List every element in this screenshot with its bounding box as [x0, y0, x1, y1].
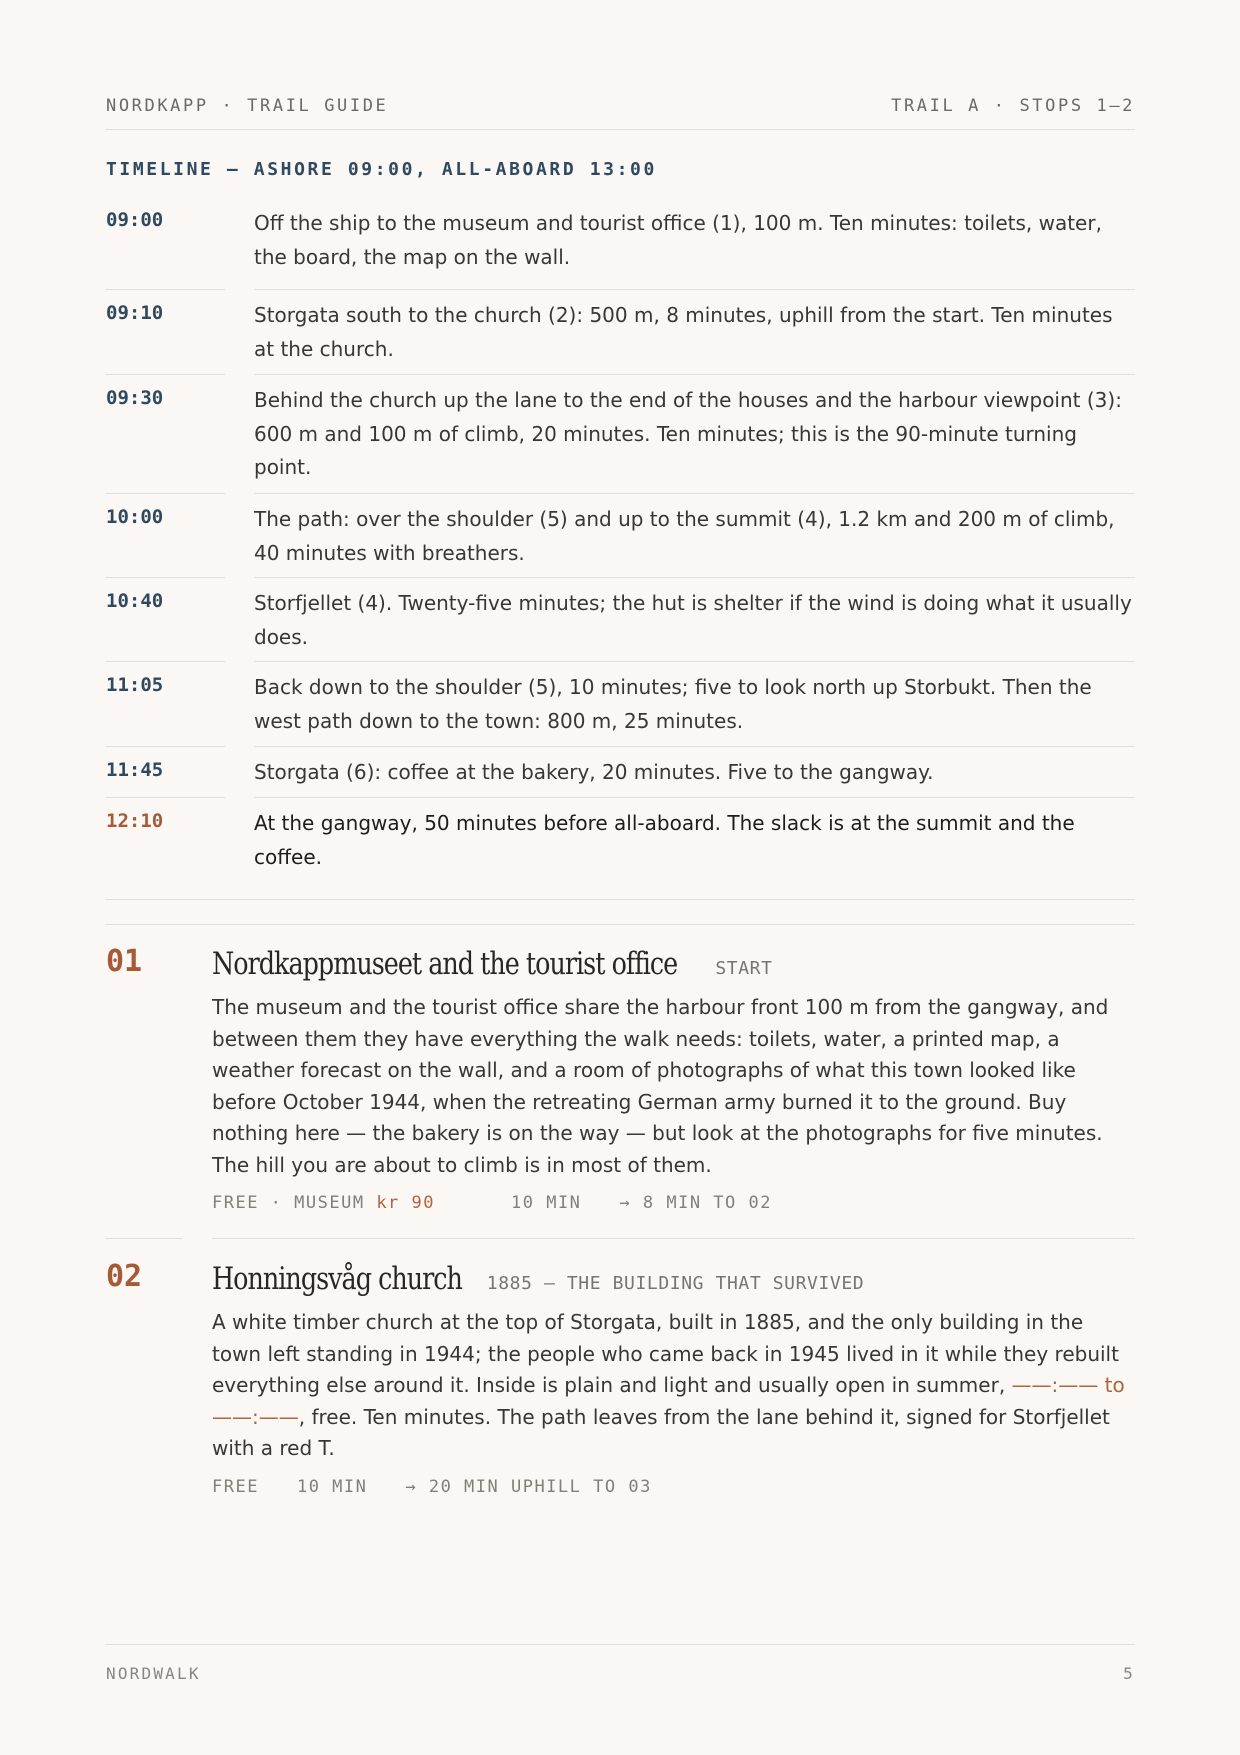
timeline-text: At the gangway, 50 minutes before all-aboard. The slack is at the summit and the coffee. [254, 811, 1075, 869]
stop-divider-right [212, 1238, 1135, 1239]
next-stop: → 8 MIN TO 02 [619, 1193, 772, 1213]
timeline-time: 09:00 [106, 209, 164, 231]
timeline-row [106, 375, 1135, 494]
stop-tag: START [715, 958, 773, 979]
timeline-time: 10:40 [106, 590, 164, 612]
stop-title: Honningsvåg church [212, 1261, 462, 1297]
timeline-text: The path: over the shoulder (5) and up to the summit (4), 1.2 km and 200 m of climb, 40 minutes with breathers. [254, 507, 1115, 565]
timeline-time: 09:30 [106, 387, 164, 409]
fee-price: kr 90 [376, 1193, 435, 1213]
stop-number: 01 [106, 944, 143, 979]
timeline-row [106, 494, 1135, 578]
page-footer [106, 1664, 1135, 1683]
fee-label: FREE [212, 1476, 259, 1497]
timeline-time: 11:05 [106, 674, 164, 696]
description-text: , free. Ten minutes. The path leaves from the lane behind it, signed for Storfjellet with a red T. [212, 1404, 1110, 1460]
description-text: A white timber church at the top of Storgata, built in 1885, and the only building in the town left standing in 1944; the people who came back in 1945 lived in it while they rebuilt everything else around it. Inside is plain and light and usually open in summer, [212, 1310, 1119, 1397]
stop-number: 02 [106, 1259, 143, 1294]
page-number: 5 [1123, 1664, 1135, 1683]
timeline-time: 10:00 [106, 506, 164, 528]
stop-description: The museum and the tourist office share the harbour front 100 m from the gangway, and between them they have everything the walk needs: toilets, water, a printed map, a weather forecast on the wall, and a room of photographs of what this town looked like before October 1944, when the retreating German army burned it to the ground. Buy nothing here — the bakery is on the way — but look at the photographs for five minutes. The hill you are about to climb is in most of them. [212, 995, 1109, 1177]
stop-meta [212, 1477, 1135, 1497]
stop-tag: 1885 — THE BUILDING THAT SURVIVED [486, 1273, 865, 1294]
timeline-row [106, 578, 1135, 662]
timeline-time: 11:45 [106, 759, 164, 781]
timeline-text: Off the ship to the museum and tourist office (1), 100 m. Ten minutes: toilets, water, the board, the map on the wall. [254, 211, 1102, 269]
timeline-time: 12:10 [106, 810, 164, 832]
timeline-text: Back down to the shoulder (5), 10 minutes; five to look north up Storbukt. Then the west path down to the town: 800 m, 25 minutes. [254, 675, 1092, 733]
stop-body [212, 1259, 1135, 1497]
header-right-label: TRAIL A · STOPS 1–2 [891, 96, 1135, 116]
timeline [106, 207, 1135, 882]
fee-label: FREE · MUSEUM [212, 1193, 365, 1213]
stop-body [212, 944, 1135, 1213]
section-divider [106, 924, 1135, 925]
timeline-row [106, 290, 1135, 375]
timeline-time: 09:10 [106, 302, 164, 324]
section-divider [106, 899, 1135, 900]
opening-hours: ——:—— to ——:—— [212, 1373, 1125, 1429]
timeline-row [106, 747, 1135, 798]
footer-brand: NORDWALK [106, 1664, 201, 1683]
page-header [106, 96, 1135, 116]
timeline-row [106, 798, 1135, 882]
duration: 10 MIN [511, 1193, 582, 1213]
timeline-text: Storgata (6): coffee at the bakery, 20 minutes. Five to the gangway. [254, 760, 934, 784]
stop-description [212, 1307, 1135, 1465]
timeline-text: Storfjellet (4). Twenty-five minutes; the hut is shelter if the wind is doing what it usually does. [254, 591, 1132, 649]
timeline-row [106, 662, 1135, 747]
timeline-title: TIMELINE — ASHORE 09:00, ALL-ABOARD 13:00 [106, 159, 657, 180]
header-divider [106, 129, 1135, 130]
duration: 10 MIN [296, 1476, 368, 1497]
next-stop: → 20 MIN UPHILL TO 03 [405, 1476, 652, 1497]
timeline-row [106, 207, 1135, 290]
stop-meta [212, 1193, 1135, 1213]
stop-divider-left [106, 1238, 182, 1239]
footer-divider [106, 1644, 1135, 1645]
timeline-text: Storgata south to the church (2): 500 m, 8 minutes, uphill from the start. Ten minutes at the church. [254, 303, 1113, 361]
timeline-text: Behind the church up the lane to the end of the houses and the harbour viewpoint (3): 600 m and 100 m of climb, 20 minutes. Ten minutes; this is the 90-minute turning point. [254, 388, 1122, 479]
stop-title: Nordkappmuseet and the tourist office [212, 946, 678, 982]
header-left-label: NORDKAPP · TRAIL GUIDE [106, 96, 389, 116]
